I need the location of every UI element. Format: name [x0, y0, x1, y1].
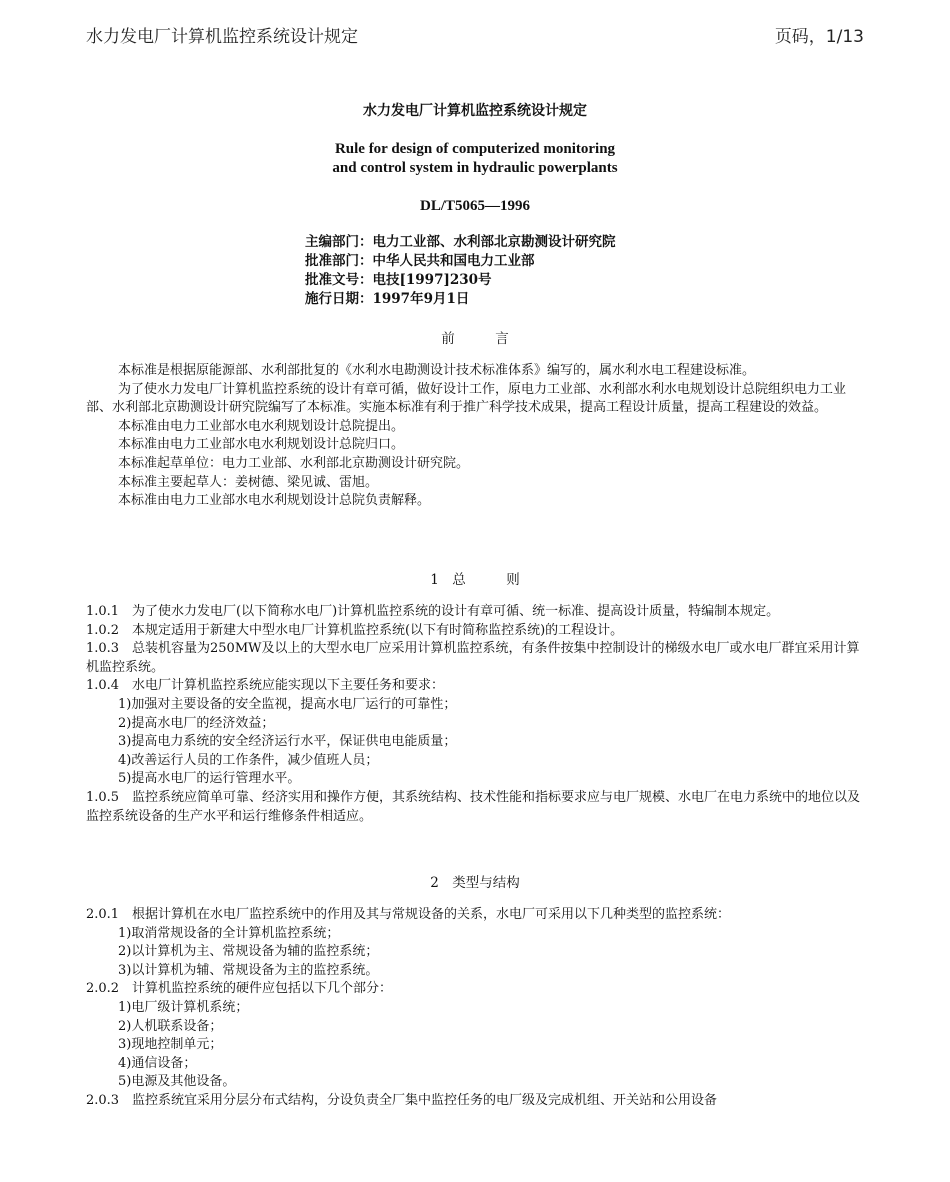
section2-heading: 2 类型与结构 — [430, 875, 520, 891]
clause-number: 1.0.2 — [86, 622, 120, 638]
list-item: 4)改善运行人员的工作条件，减少值班人员； — [118, 752, 379, 768]
clause-text: 监控系统宜采用分层分布式结构，分设负责全厂集中监控任务的电厂级及完成机组、开关站和公用设备 — [132, 1092, 718, 1108]
preface-paragraph: 本标准起草单位：电力工业部、水利部北京勘测设计研究院。 — [118, 455, 470, 471]
clause-text: 根据计算机在水电厂监控系统中的作用及其与常规设备的关系，水电厂可采用以下几种类型的监控系统： — [132, 907, 731, 922]
section1-heading: 1 总 则 — [430, 572, 520, 588]
list-item: 2)人机联系设备； — [118, 1018, 223, 1034]
section2-body — [86, 906, 866, 1111]
clause-2-0-1 — [86, 906, 866, 925]
clause-text: 水电厂计算机监控系统应能实现以下主要任务和要求： — [132, 678, 445, 694]
effective-date: 施行日期：1997年9月1日 — [305, 291, 470, 307]
list-item: 5)电源及其他设备。 — [118, 1074, 236, 1090]
clause-text: 总装机容量为250MW及以上的大型水电厂应采用计算机监控系统，有条件按集中控制设计的梯级水电厂或水电厂群宜采用计算机监控系统。 — [86, 641, 860, 675]
list-item: 2)以计算机为主、常规设备为辅的监控系统； — [118, 944, 379, 960]
clause-1-0-4 — [86, 677, 866, 696]
list-item: 1)取消常规设备的全计算机监控系统； — [118, 925, 340, 941]
approval-department: 批准部门：中华人民共和国电力工业部 — [305, 253, 535, 269]
section1-body — [86, 603, 866, 826]
preface-paragraph: 本标准由电力工业部水电水利规划设计总院归口。 — [118, 437, 405, 453]
clause-number: 2.0.2 — [86, 981, 120, 997]
preface-paragraph: 为了使水力发电厂计算机监控系统的设计有章可循，做好设计工作，原电力工业部、水利部水利水电规划设计总院组织电力工业部、水利部北京勘测设计研究院编写了本标准。实施本标准有利于推广科学技术成果，提高工程设计质量，提高工程建设的效益。 — [86, 381, 847, 416]
editor-department: 主编部门：电力工业部、水利部北京勘测设计研究院 — [305, 234, 616, 250]
clause-number: 1.0.5 — [86, 789, 120, 805]
clause-2-0-3 — [86, 1092, 866, 1111]
clause-text: 本规定适用于新建大中型水电厂计算机监控系统(以下有时简称监控系统)的工程设计。 — [132, 622, 624, 638]
list-item: 1)加强对主要设备的安全监视，提高水电厂运行的可靠性； — [118, 696, 457, 712]
clause-text: 计算机监控系统的硬件应包括以下几个部分： — [132, 981, 393, 997]
clause-number: 2.0.1 — [86, 907, 120, 922]
clause-1-0-1 — [86, 603, 866, 622]
clause-2-0-2 — [86, 980, 866, 999]
list-item: 3)提高电力系统的安全经济运行水平，保证供电电能质量； — [118, 734, 457, 750]
preface-heading: 前 言 — [441, 331, 509, 347]
standard-code: DL/T5065—1996 — [419, 198, 530, 214]
preface-body — [86, 362, 866, 511]
list-item: 2)提高水电厂的经济效益； — [118, 715, 275, 731]
approval-document-number: 批准文号：电技[1997]230号 — [305, 272, 492, 288]
list-item: 4)通信设备； — [118, 1055, 197, 1071]
preface-paragraph: 本标准由电力工业部水电水利规划设计总院提出。 — [118, 418, 405, 434]
clause-number: 1.0.4 — [86, 678, 120, 694]
page-number: 页码，1/13 — [774, 27, 864, 47]
english-title-line1: Rule for design of computerized monitoring — [334, 141, 616, 157]
clause-1-0-5 — [86, 789, 866, 826]
list-item: 5)提高水电厂的运行管理水平。 — [118, 771, 301, 787]
running-header-title: 水力发电厂计算机监控系统设计规定 — [86, 27, 358, 47]
document-title: 水力发电厂计算机监控系统设计规定 — [363, 103, 587, 119]
preface-paragraph: 本标准由电力工业部水电水利规划设计总院负责解释。 — [118, 493, 431, 509]
clause-number: 2.0.3 — [86, 1092, 120, 1108]
list-item: 1)电厂级计算机系统； — [118, 999, 249, 1015]
clause-1-0-3 — [86, 640, 866, 677]
list-item: 3)现地控制单元； — [118, 1037, 223, 1053]
clause-number: 1.0.1 — [86, 604, 120, 619]
clause-text: 为了使水力发电厂(以下简称水电厂)计算机监控系统的设计有章可循、统一标准、提高设计质量，特编制本规定。 — [132, 604, 780, 619]
clause-1-0-2 — [86, 622, 866, 641]
publication-info — [305, 233, 616, 309]
preface-paragraph: 本标准是根据原能源部、水利部批复的《水利水电勘测设计技术标准体系》编写的，属水利水电工程建设标准。 — [118, 363, 756, 378]
english-title-line2: and control system in hydraulic powerplants — [332, 160, 618, 176]
preface-paragraph: 本标准主要起草人：姜树德、梁见诚、雷旭。 — [118, 474, 379, 490]
clause-text: 监控系统应简单可靠、经济实用和操作方便，其系统结构、技术性能和指标要求应与电厂规模、水电厂在电力系统中的地位以及监控系统设备的生产水平和运行维修条件相适应。 — [86, 789, 861, 824]
list-item: 3)以计算机为辅、常规设备为主的监控系统。 — [118, 962, 379, 978]
clause-number: 1.0.3 — [86, 641, 120, 657]
